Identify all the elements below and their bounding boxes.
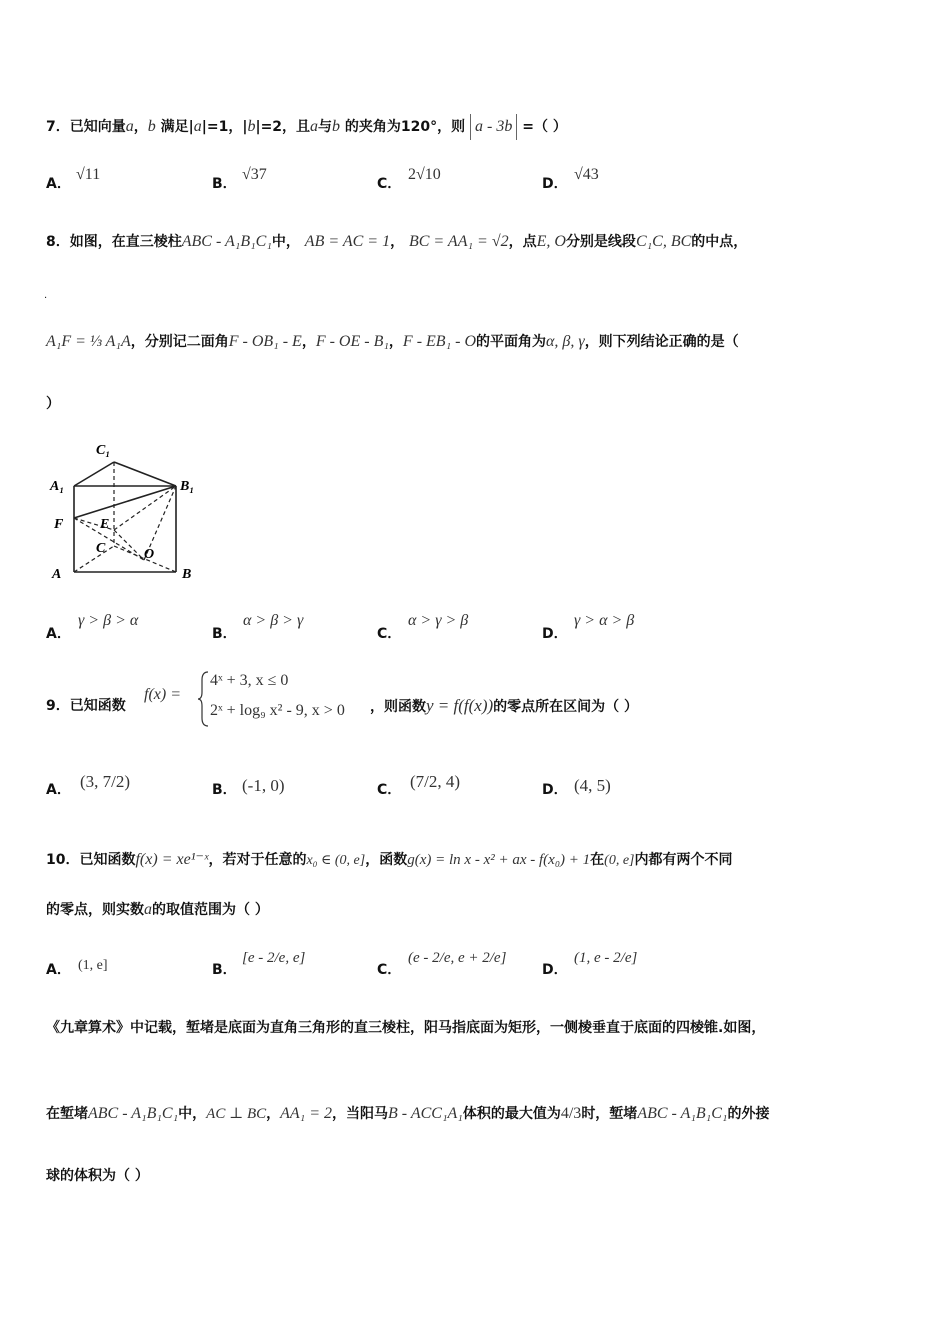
q9-stem-suffix: ，则函数y = f(f(x))的零点所在区间为（ ）	[370, 696, 639, 715]
q9-option-a-value: (3, 7/2)	[80, 772, 131, 791]
q8-option-b-value: α > β > γ	[243, 612, 304, 629]
q11-stem-line1: 《九章算术》中记载，堑堵是底面为直角三角形的直三棱柱，阳马指底面为矩形，一侧棱垂直于底面的四棱锥.如图，	[46, 1020, 766, 1036]
q9-fx: f(x) =	[144, 686, 181, 703]
q10-option-d-value: (1, e - 2/e]	[574, 950, 638, 966]
q8-option-d-value: γ > α > β	[574, 612, 635, 629]
q8-option-c-value: α > γ > β	[408, 612, 469, 629]
q8-option-b[interactable]: B．	[212, 626, 237, 642]
q8-stem-line3: ）	[46, 396, 60, 412]
q8-dot: .	[44, 290, 48, 301]
q7-option-d-value: √43	[574, 166, 599, 183]
label-o: O	[144, 547, 155, 562]
q10-option-b[interactable]: B．	[212, 962, 237, 978]
q7-option-b-value: √37	[242, 166, 267, 183]
q8-prism-figure	[44, 434, 204, 584]
label-b: B	[182, 567, 192, 582]
q7-norm-expr: a - 3b	[470, 114, 517, 140]
q11-stem-line2: 在堑堵ABC - A₁B₁C₁中，AC ⊥ BC，AA₁ = 2，当阳马B - ACC₁A₁体积的最大值为4/3时，堑堵ABC - A₁B₁C₁的外接	[46, 1105, 770, 1122]
q9-case-1: 4ˣ + 3, x ≤ 0	[210, 672, 289, 689]
q7-option-b[interactable]: B．	[212, 176, 237, 192]
q9-stem-prefix: 9．已知函数	[46, 698, 126, 714]
q9-option-c-value: (7/2, 4)	[410, 772, 461, 791]
label-b1: B₁	[180, 479, 195, 494]
q10-option-c[interactable]: C．	[377, 962, 402, 978]
q10-option-d[interactable]: D．	[542, 962, 568, 978]
q8-option-d[interactable]: D．	[542, 626, 568, 642]
q9-option-b[interactable]: B．	[212, 782, 237, 798]
q11-stem-line3: 球的体积为（ ）	[46, 1168, 149, 1184]
q9-option-d[interactable]: D．	[542, 782, 568, 798]
label-a1: A₁	[50, 479, 65, 494]
q7-option-d[interactable]: D．	[542, 176, 568, 192]
q9-option-b-value: (-1, 0)	[242, 776, 285, 795]
q8-option-c[interactable]: C．	[377, 626, 402, 642]
q10-option-a[interactable]: A．	[46, 962, 71, 978]
q8-stem-line2: A₁F = ⅓ A₁A，分别记二面角F - OB₁ - E，F - OE - B₁，F - EB₁ - O的平面角为α, β, γ，则下列结论正确的是（	[46, 333, 739, 350]
label-c1: C₁	[96, 443, 111, 458]
q9-brace	[198, 670, 210, 728]
q10-stem-line2: 的零点，则实数a的取值范围为（ ）	[46, 901, 269, 918]
q10-option-b-value: [e - 2/e, e]	[242, 950, 306, 966]
q7-option-a-value: √11	[76, 166, 101, 183]
q11-fraction: 4/3	[560, 1105, 582, 1122]
q7-option-a[interactable]: A．	[46, 176, 71, 192]
label-c: C	[96, 541, 106, 556]
q7-option-c-value: 2√10	[408, 166, 441, 183]
q8-option-a[interactable]: A．	[46, 626, 71, 642]
label-a: A	[52, 567, 62, 582]
q7-option-c[interactable]: C．	[377, 176, 402, 192]
label-e: E	[100, 517, 110, 532]
q10-stem-line1: 10．已知函数f(x) = xe¹⁻ˣ，若对于任意的x₀ ∈ (0, e]，函数g(x) = ln x - x² + ax - f(x₀) + 1在(0, e]内都有两个不同	[46, 851, 733, 868]
q9-option-d-value: (4, 5)	[574, 776, 611, 795]
q8-option-a-value: γ > β > α	[78, 612, 139, 629]
q10-option-c-value: (e - 2/e, e + 2/e]	[408, 950, 507, 966]
q9-option-c[interactable]: C．	[377, 782, 402, 798]
q9-case-2: 2ˣ + log₉ x² - 9, x > 0	[210, 702, 345, 719]
q7-stem: 7．已知向量a，b 满足|a|=1，|b|=2，且a与b 的夹角为120°，则 a - 3b =（ ）	[46, 114, 567, 140]
q8-stem-line1: 8．如图，在直三棱柱ABC - A₁B₁C₁中， AB = AC = 1， BC = AA₁ = √2，点E, O分别是线段C₁C, BC的中点，	[46, 233, 748, 250]
q9-option-a[interactable]: A．	[46, 782, 71, 798]
label-f: F	[54, 517, 64, 532]
q10-option-a-value: (1, e]	[78, 958, 108, 973]
